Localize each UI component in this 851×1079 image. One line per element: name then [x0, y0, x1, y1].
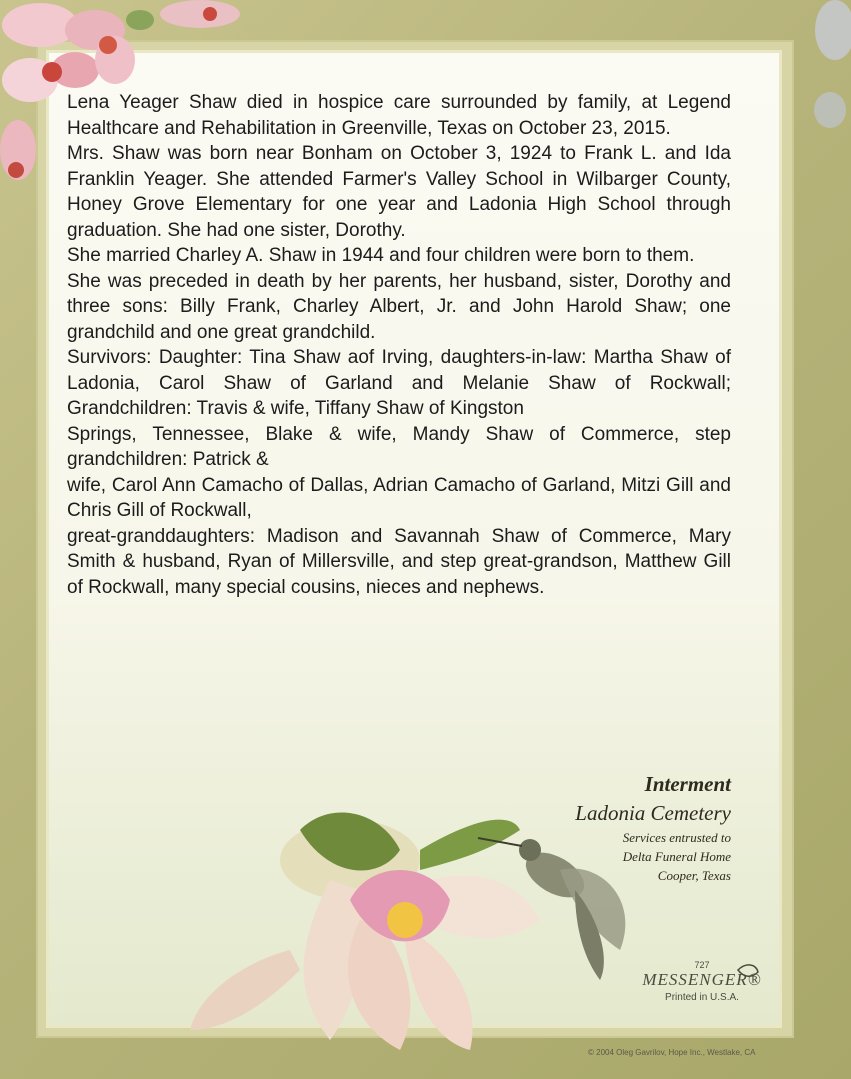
obituary-paragraph: wife, Carol Ann Camacho of Dallas, Adrian Camacho of Garland, Mitzi Gill and Chris Gill of Rockwall,	[67, 474, 731, 521]
printed-in: Printed in U.S.A.	[665, 992, 739, 1003]
interment-block	[575, 770, 731, 885]
obituary-text	[67, 90, 731, 600]
funeral-home: Delta Funeral Home	[622, 849, 731, 864]
obituary-paragraph: Lena Yeager Shaw died in hospice care surrounded by family, at Legend Healthcare and Rehabilitation in Greenville, Texas on October 23, 2015.	[67, 92, 731, 139]
obituary-paragraph: great-granddaughters: Madison and Savannah Shaw of Commerce, Mary Smith & husband, Ryan of Millersville, and step great-grandson, Matthew Gill of Rockwall, many special cousins, nieces and nephews.	[67, 525, 731, 598]
obituary-paragraph: Mrs. Shaw was born near Bonham on October 3, 1924 to Frank L. and Ida Franklin Yeager. She attended Farmer's Valley School in Wilbarger County, Honey Grove Elementary for one year and Ladonia High School through graduation. She had one sister, Dorothy.	[67, 143, 731, 241]
obituary-paragraph: She was preceded in death by her parents, her husband, sister, Dorothy and three sons: Billy Frank, Charley Albert, Jr. and John Harold Shaw; one grandchild and one great grandchild.	[67, 270, 731, 343]
publisher-mark	[632, 960, 772, 1003]
copyright-line: © 2004 Oleg Gavrilov, Hope Inc., Westlake, CA	[588, 1048, 756, 1057]
cemetery-name: Ladonia Cemetery	[575, 801, 731, 825]
interment-heading: Interment	[644, 772, 731, 796]
obituary-paragraph: She married Charley A. Shaw in 1944 and four children were born to them.	[67, 245, 695, 266]
product-number: 727	[694, 960, 710, 970]
obituary-paragraph: Survivors: Daughter: Tina Shaw aof Irving, daughters-in-law: Martha Shaw of Ladonia, Carol Shaw of Garland and Melanie Shaw of Rockwall; Grandchildren: Travis & wife, Tiffany Shaw of Kingston	[67, 347, 731, 419]
services-line: Services entrusted to	[622, 830, 731, 845]
obituary-paragraph: Springs, Tennessee, Blake & wife, Mandy Shaw of Commerce, step grandchildren: Patrick &	[67, 423, 731, 470]
publisher-brand: MESSENGER®	[642, 970, 762, 989]
funeral-location: Cooper, Texas	[657, 868, 731, 883]
